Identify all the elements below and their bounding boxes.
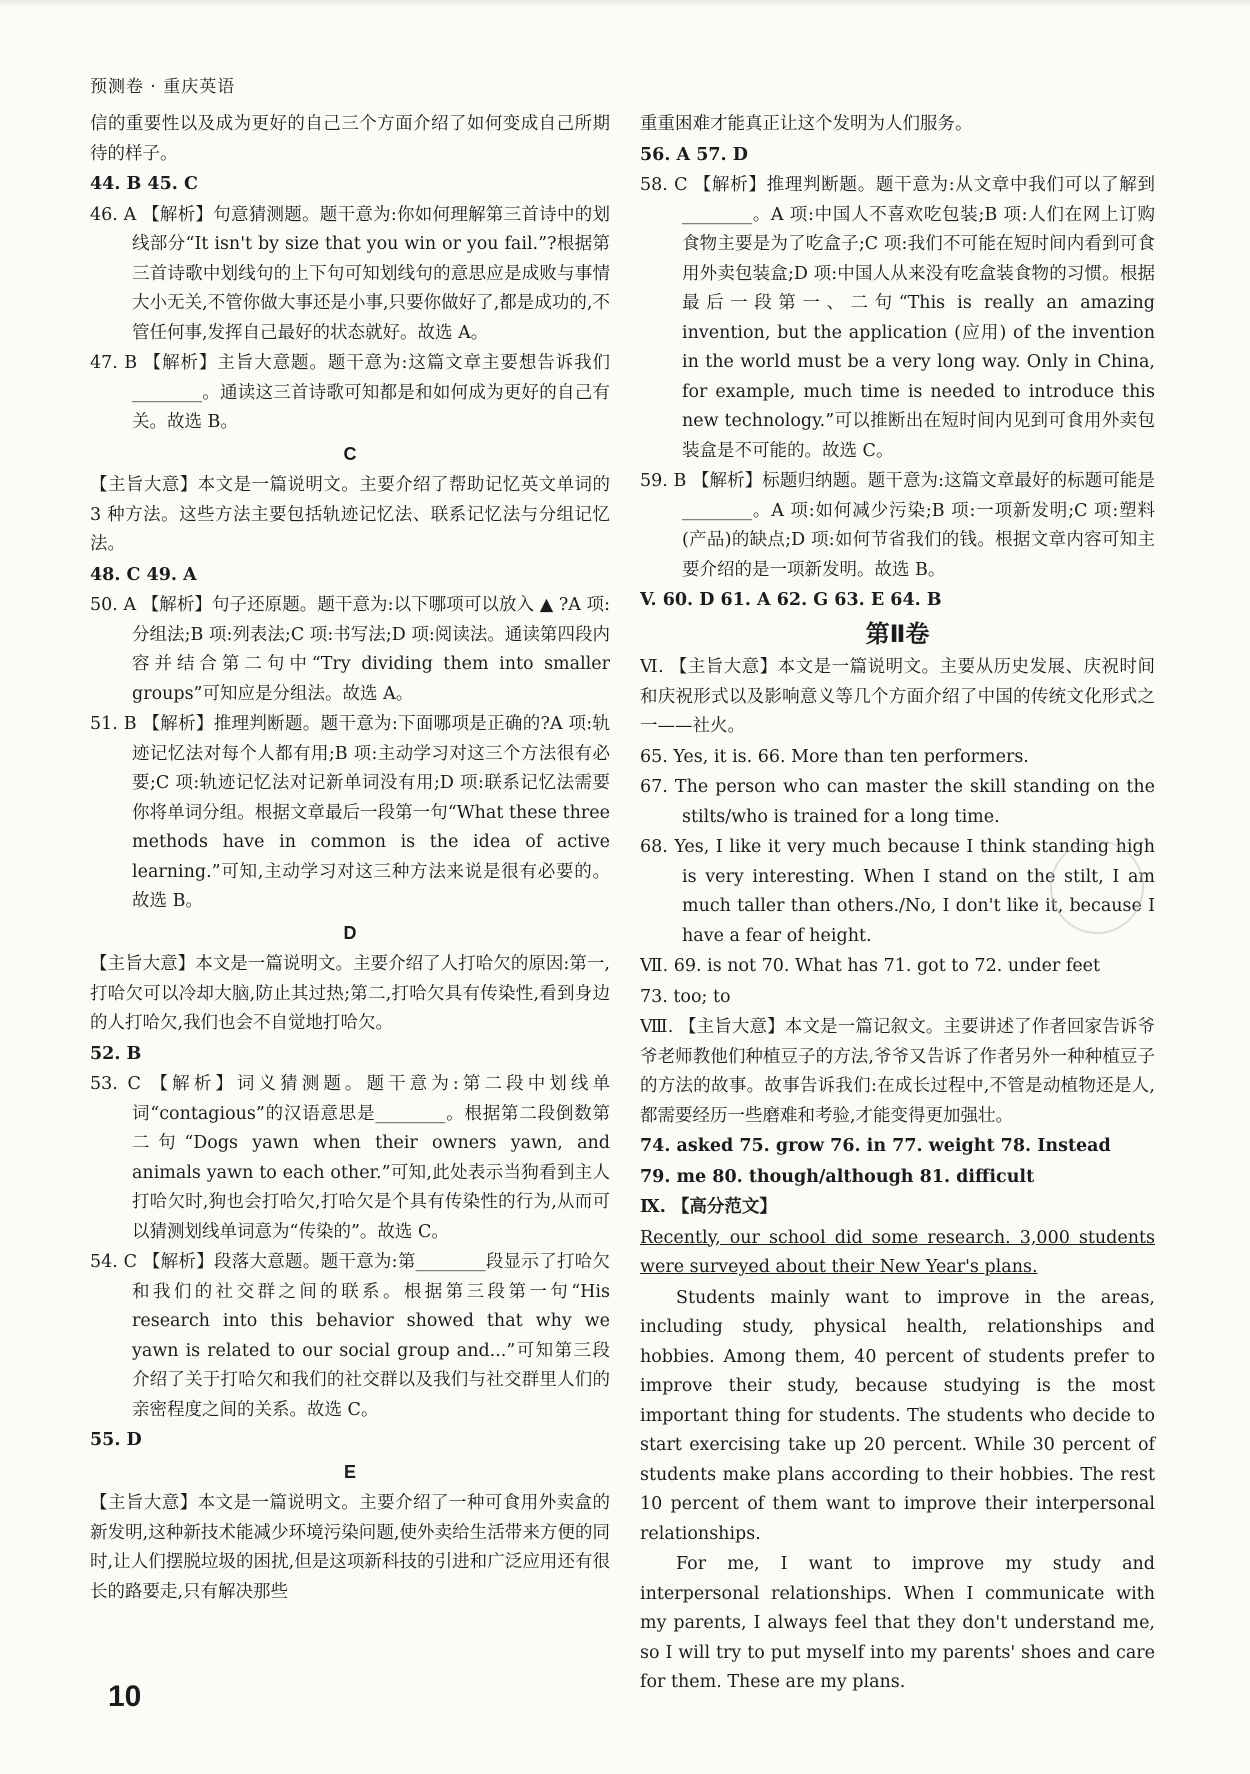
answer-row: 44. B 45. C	[90, 174, 198, 194]
section-letter: D	[343, 922, 357, 943]
essay-paragraph: For me, I want to improve my study and interpersonal relationships. When I communicate with my parents, I always feel that they don't understand me, so I will try to put myself into my parents' shoes and care for them. These are my plans.	[640, 1554, 1155, 1692]
answer-row: 52. B	[90, 1043, 142, 1064]
section-letter: C	[343, 443, 357, 464]
top-rule	[0, 0, 1250, 6]
watermark-stamp	[1050, 840, 1144, 934]
answer-row: 55. D	[90, 1430, 142, 1450]
answer-explanation: 58. C 【解析】推理判断题。题干意为:从文章中我们可以了解到________。A 项:中国人不喜欢吃包装;B 项:人们在网上订购食物主要是为了吃盒子;C 项:我们不可能在短时间内看到可食用外卖包装盒;D 项:中国人从来没有吃盒装食物的习惯。根据最后一段第一、二句“This is really an amazing invention, but the application (应用) of the invention in the world must be a very long way. Only in China, for example, much time is needed to introduce this new technology.”可以推断出在短时间内见到可食用外卖包装盒是不可能的。故选 C。	[640, 175, 1155, 461]
answer-explanation: 50. A 【解析】句子还原题。题干意为:以下哪项可以放入 ▲ ?A 项:分组法;B 项:列表法;C 项:书写法;D 项:阅读法。通读第四段内容并结合第二句中“Try dividing them into smaller groups”可知应是分组法。故选 A。	[90, 595, 610, 704]
answer-row: 65. Yes, it is. 66. More than ten performers.	[640, 746, 1029, 767]
summary: Ⅷ. 【主旨大意】本文是一篇记叙文。主要讲述了作者回家告诉爷爷老师教他们种植豆子的方法,爷爷又告诉了作者另外一种种植豆子的方法的故事。故事告诉我们:在成长过程中,不管是动植物还是人,都需要经历一些磨难和考验,才能变得更加强壮。	[640, 1017, 1155, 1126]
answer-explanation: 54. C 【解析】段落大意题。题干意为:第________段显示了打哈欠和我们的社交群之间的联系。根据第三段第一句“His research into this behavior showed that why we yawn is related to our social group and...”可知第三段介绍了关于打哈欠和我们的社交群以及我们与社交群里人们的亲密程度之间的关系。故选 C。	[90, 1252, 610, 1420]
answer-explanation: 67. The person who can master the skill standing on the stilts/who is trained for a long time.	[640, 777, 1155, 827]
essay-label: Ⅸ. 【高分范文】	[640, 1197, 777, 1217]
answer-row: 79. me 80. though/although 81. difficult	[640, 1166, 1035, 1187]
answer-row: 48. C 49. A	[90, 564, 197, 585]
page-number: 10	[108, 1680, 142, 1713]
essay-paragraph: Students mainly want to improve in the areas, including study, physical health, relationships and hobbies. Among them, 40 percent of students prefer to improve their study, because studying is the most important thing for students. The students who decide to start exercising take up 20 percent. While 30 percent of students make plans according to their hobbies. The rest 10 percent of them want to improve their interpersonal relationships.	[640, 1287, 1155, 1544]
answer-row: V. 60. D 61. A 62. G 63. E 64. B	[640, 590, 942, 610]
answer-explanation: 68. Yes, I like it very much because I think standing high is very interesting. When I stand on the stilt, I am much taller than others./No, I don't like it, because I have a fear of height.	[640, 837, 1155, 946]
answer-row: 73. too; to	[640, 986, 731, 1007]
summary: 【主旨大意】本文是一篇说明文。主要介绍了帮助记忆英文单词的 3 种方法。这些方法主要包括轨迹记忆法、联系记忆法与分组记忆法。	[90, 475, 610, 554]
answer-explanation: 47. B 【解析】主旨大意题。题干意为:这篇文章主要想告诉我们________。通读这三首诗歌可知都是和如何成为更好的自己有关。故选 B。	[90, 353, 610, 432]
part-title: 第Ⅱ卷	[865, 619, 930, 648]
answer-row: Ⅶ. 69. is not 70. What has 71. got to 72. under feet	[640, 956, 1101, 976]
summary: 【主旨大意】本文是一篇说明文。主要介绍了一种可食用外卖盒的新发明,这种新技术能减少环境污染问题,使外卖给生活带来方便的同时,让人们摆脱垃圾的困扰,但是这项新科技的引进和广泛应用还有很长的路要走,只有解决那些	[90, 1493, 610, 1602]
answer-explanation: 53. C 【解析】词义猜测题。题干意为:第二段中划线单词“contagious”的汉语意思是________。根据第二段倒数第二句“Dogs yawn when their owners yawn, and animals yawn to each other.”可知,此处表示当狗看到主人打哈欠时,狗也会打哈欠,打哈欠是个具有传染性的行为,从而可以猜测划线单词意为“传染的”。故选 C。	[90, 1074, 610, 1242]
answer-explanation: 46. A 【解析】句意猜测题。题干意为:你如何理解第三首诗中的划线部分“It isn't by size that you win or you fail.”?根据第三首诗歌中划线句的上下句可知划线句的意思应是成败与事情大小无关,不管你做大事还是小事,只要你做好了,都是成功的,不管任何事,发挥自己最好的状态就好。故选 A。	[90, 204, 610, 343]
answer-row: 56. A 57. D	[640, 144, 748, 165]
summary: 【主旨大意】本文是一篇说明文。主要介绍了人打哈欠的原因:第一,打哈欠可以冷却大脑,防止其过热;第二,打哈欠具有传染性,看到身边的人打哈欠,我们也会不自觉地打哈欠。	[90, 954, 610, 1033]
section-letter: E	[343, 1461, 356, 1482]
page-header: 预测卷 · 重庆英语	[90, 77, 236, 97]
column-divider	[625, 108, 626, 1658]
essay-intro: Recently, our school did some research. 3,000 students were surveyed about their New Year's plans.	[640, 1227, 1155, 1277]
answer-explanation: 51. B 【解析】推理判断题。题干意为:下面哪项是正确的?A 项:轨迹记忆法对每个人都有用;B 项:主动学习对这三个方法很有必要;C 项:轨迹记忆法对记新单词没有用;D 项:联系记忆法需要你将单词分组。根据文章最后一段第一句“What these three methods have in common is the idea of active learning.”可知,主动学习对这三种方法来说是很有必要的。故选 B。	[90, 714, 610, 911]
text-block: 重重困难才能真正让这个发明为人们服务。	[640, 114, 973, 134]
answer-row: 74. asked 75. grow 76. in 77. weight 78. Instead	[640, 1136, 1111, 1156]
left-column	[90, 110, 610, 1608]
summary: Ⅵ. 【主旨大意】本文是一篇说明文。主要从历史发展、庆祝时间和庆祝形式以及影响意义等几个方面介绍了中国的传统文化形式之一——社火。	[640, 657, 1155, 736]
text-block: 信的重要性以及成为更好的自己三个方面介绍了如何变成自己所期待的样子。	[90, 114, 610, 164]
answer-explanation: 59. B 【解析】标题归纳题。题干意为:这篇文章最好的标题可能是________。A 项:如何减少污染;B 项:一项新发明;C 项:塑料(产品)的缺点;D 项:如何节省我们的钱。根据文章内容可知主要介绍的是一项新发明。故选 B。	[640, 471, 1155, 580]
